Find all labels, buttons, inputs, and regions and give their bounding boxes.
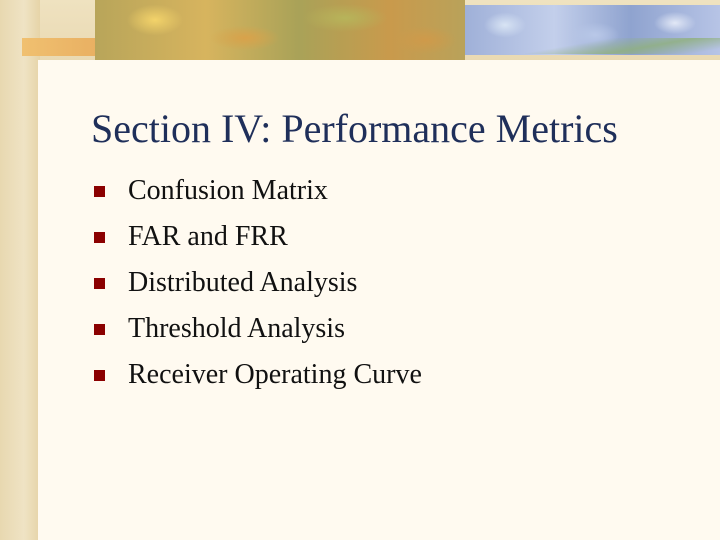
slide-title: Section IV: Performance Metrics bbox=[91, 106, 618, 151]
bullet-label: Receiver Operating Curve bbox=[128, 359, 422, 390]
decorative-orange-bar bbox=[22, 38, 97, 56]
square-bullet-icon bbox=[94, 370, 105, 381]
bullet-label: Threshold Analysis bbox=[128, 313, 345, 344]
square-bullet-icon bbox=[94, 186, 105, 197]
leaf-pattern-image bbox=[95, 0, 465, 60]
square-bullet-icon bbox=[94, 232, 105, 243]
bullet-label: FAR and FRR bbox=[128, 221, 288, 252]
bullet-label: Confusion Matrix bbox=[128, 175, 328, 206]
bullet-label: Distributed Analysis bbox=[128, 267, 358, 298]
decorative-banner-image bbox=[95, 0, 720, 60]
wave-pattern-image bbox=[525, 38, 720, 54]
decorative-left-margin bbox=[0, 0, 40, 540]
square-bullet-icon bbox=[94, 278, 105, 289]
square-bullet-icon bbox=[94, 324, 105, 335]
